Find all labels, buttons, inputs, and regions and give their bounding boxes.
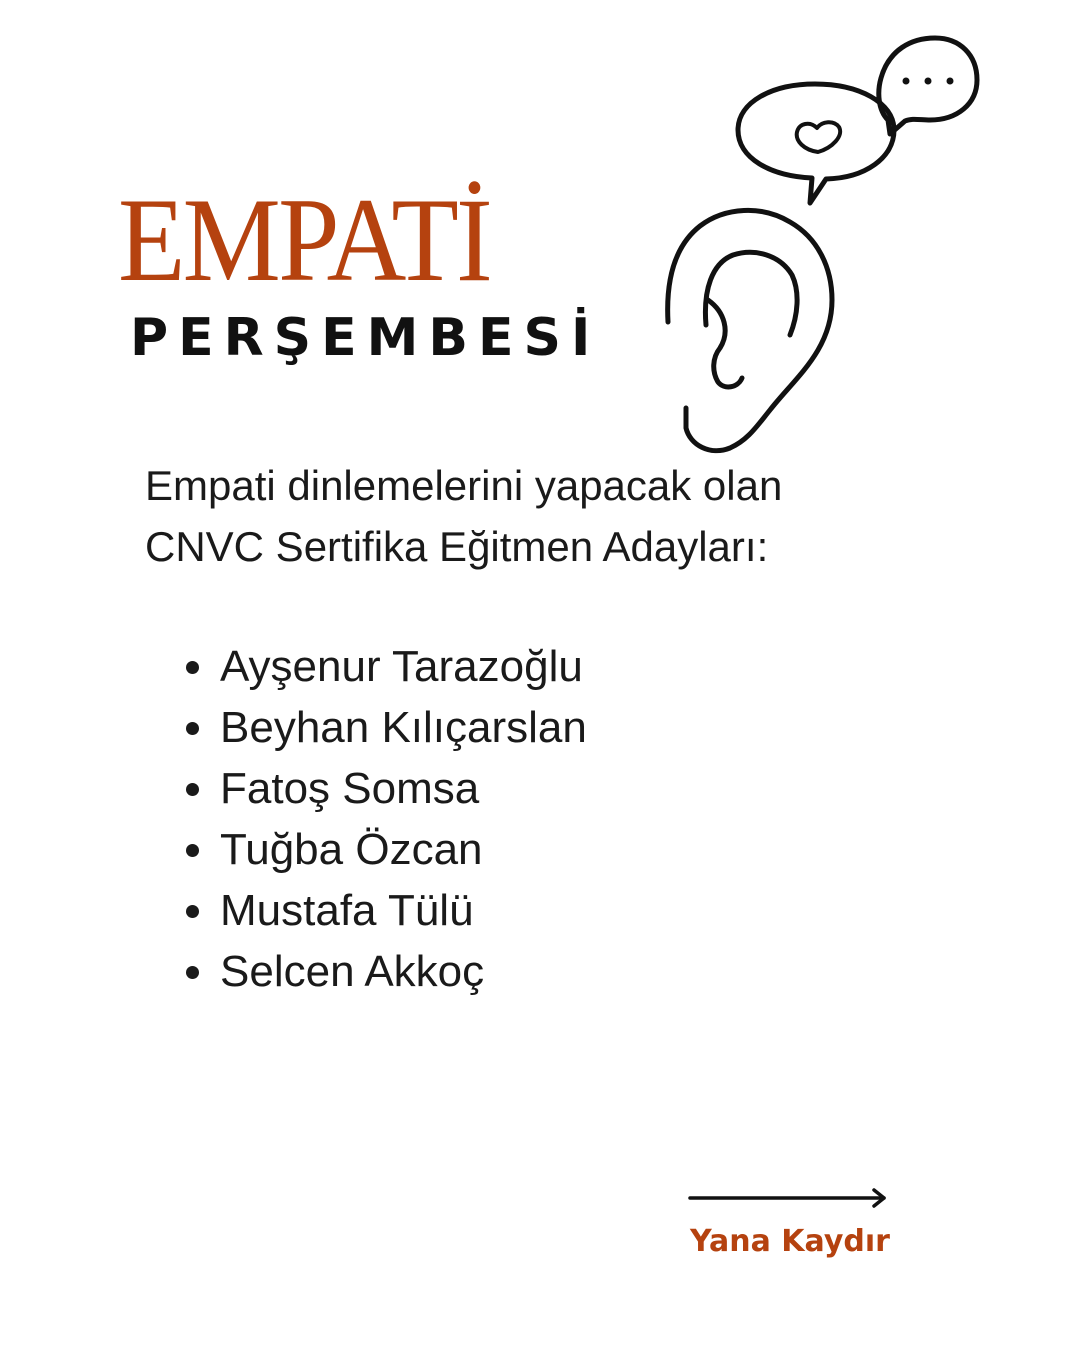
list-item-label: Selcen Akkoç [220, 947, 485, 996]
arrow-right-icon [688, 1186, 892, 1210]
intro-line-2: CNVC Sertifika Eğitmen Adayları: [145, 523, 769, 570]
list-item-label: Tuğba Özcan [220, 825, 483, 874]
intro-line-1: Empati dinlemelerini yapacak olan [145, 462, 783, 509]
bullet-icon [186, 905, 199, 918]
list-item-label: Beyhan Kılıçarslan [220, 703, 587, 752]
ear-listening-illustration [660, 30, 990, 460]
list-item [180, 819, 587, 880]
list-item [180, 636, 587, 697]
speech-bubble-heart-icon [738, 84, 894, 203]
page-subtitle: PERŞEMBESİ [130, 308, 601, 368]
list-item [180, 758, 587, 819]
bullet-icon [186, 844, 199, 857]
intro-text [145, 455, 945, 577]
bullet-icon [186, 783, 199, 796]
list-item [180, 697, 587, 758]
bullet-icon [186, 722, 199, 735]
list-item [180, 880, 587, 941]
list-item-label: Ayşenur Tarazoğlu [220, 642, 583, 691]
page-title: EMPATİ [118, 173, 490, 306]
list-item [180, 941, 587, 1002]
bullet-icon [186, 966, 199, 979]
candidate-list [180, 636, 587, 1002]
swipe-hint[interactable]: Yana Kaydır [690, 1224, 890, 1259]
ear-icon [668, 210, 832, 450]
list-item-label: Fatoş Somsa [220, 764, 480, 813]
bullet-icon [186, 661, 199, 674]
list-item-label: Mustafa Tülü [220, 886, 474, 935]
